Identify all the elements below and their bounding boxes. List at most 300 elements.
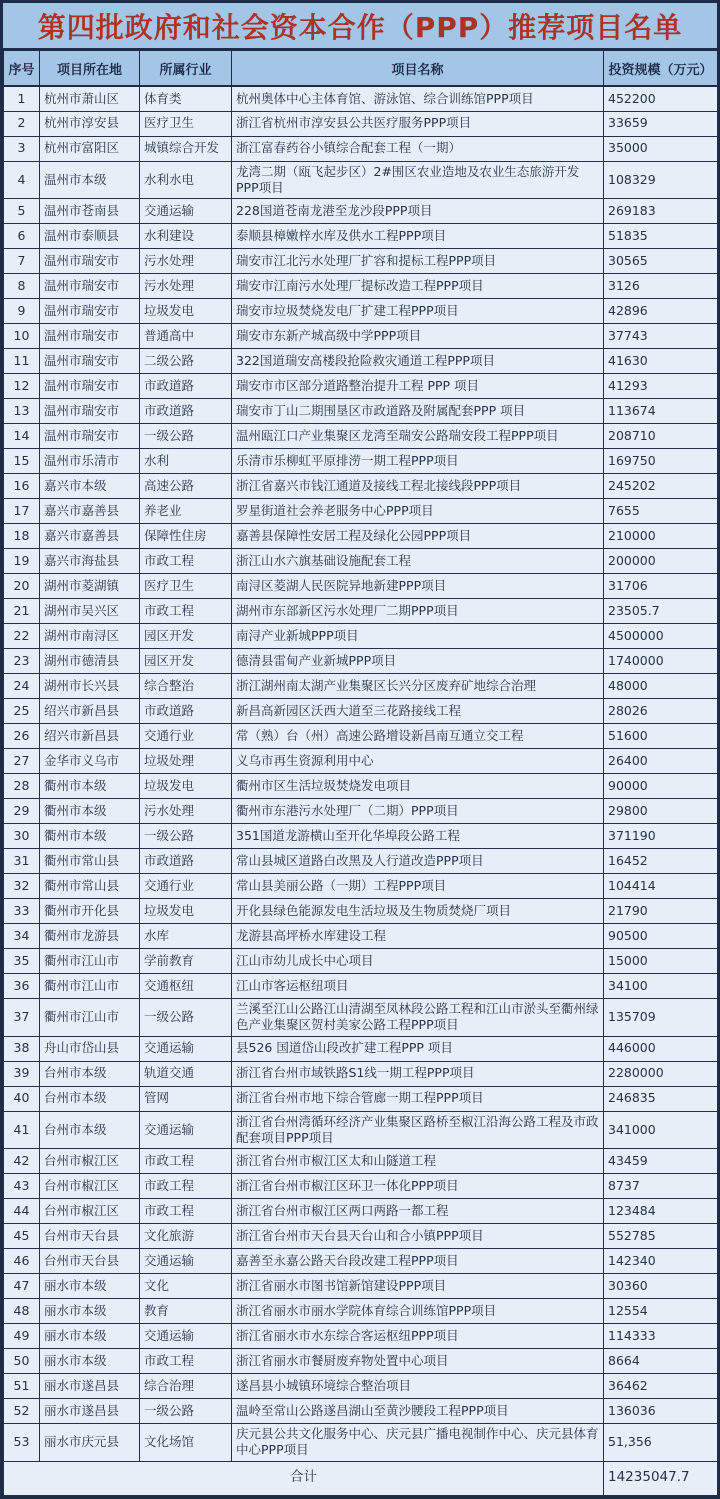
table-row [4, 924, 718, 949]
cell-project-name: 浙江山水六旗基础设施配套工程 [232, 549, 604, 574]
cell-location: 温州市乐清市 [40, 449, 140, 474]
cell-location: 丽水市本级 [40, 1324, 140, 1349]
table-row [4, 1249, 718, 1274]
cell-industry: 高速公路 [140, 474, 232, 499]
cell-investment: 30360 [604, 1274, 718, 1299]
cell-location: 衢州市常山县 [40, 874, 140, 899]
table-row [4, 249, 718, 274]
cell-index: 53 [4, 1424, 40, 1462]
cell-index: 23 [4, 649, 40, 674]
cell-investment: 245202 [604, 474, 718, 499]
cell-investment: 446000 [604, 1036, 718, 1061]
cell-industry: 普通高中 [140, 324, 232, 349]
cell-investment: 208710 [604, 424, 718, 449]
cell-index: 21 [4, 599, 40, 624]
cell-location: 台州市椒江区 [40, 1149, 140, 1174]
cell-index: 36 [4, 974, 40, 999]
cell-location: 嘉兴市嘉善县 [40, 499, 140, 524]
table-row [4, 799, 718, 824]
cell-location: 丽水市本级 [40, 1274, 140, 1299]
table-row [4, 949, 718, 974]
cell-location: 衢州市本级 [40, 824, 140, 849]
cell-industry: 垃圾发电 [140, 899, 232, 924]
cell-index: 16 [4, 474, 40, 499]
table-row [4, 999, 718, 1037]
cell-investment: 136036 [604, 1399, 718, 1424]
table-row [4, 574, 718, 599]
table-row [4, 724, 718, 749]
cell-investment: 35000 [604, 136, 718, 161]
cell-index: 40 [4, 1086, 40, 1111]
table-row [4, 1299, 718, 1324]
cell-location: 嘉兴市嘉善县 [40, 524, 140, 549]
cell-investment: 4500000 [604, 624, 718, 649]
cell-location: 绍兴市新昌县 [40, 699, 140, 724]
cell-project-name: 瑞安市市区部分道路整治提升工程 PPP 项目 [232, 374, 604, 399]
cell-index: 45 [4, 1224, 40, 1249]
cell-project-name: 嘉善至永嘉公路天台段改建工程PPP项目 [232, 1249, 604, 1274]
header-row [4, 51, 718, 87]
cell-project-name: 浙江省台州市地下综合管廊一期工程PPP项目 [232, 1086, 604, 1111]
cell-industry: 养老业 [140, 499, 232, 524]
cell-investment: 15000 [604, 949, 718, 974]
table-row [4, 349, 718, 374]
cell-industry: 污水处理 [140, 274, 232, 299]
cell-index: 44 [4, 1199, 40, 1224]
cell-project-name: 温岭至常山公路遂昌湖山至黄沙腰段工程PPP项目 [232, 1399, 604, 1424]
header-industry: 所属行业 [140, 51, 232, 87]
cell-investment: 42896 [604, 299, 718, 324]
cell-investment: 51600 [604, 724, 718, 749]
table-row [4, 1424, 718, 1462]
cell-investment: 36462 [604, 1374, 718, 1399]
cell-investment: 552785 [604, 1224, 718, 1249]
table-row [4, 111, 718, 136]
cell-investment: 90000 [604, 774, 718, 799]
cell-project-name: 衢州市东港污水处理厂（二期）PPP项目 [232, 799, 604, 824]
cell-industry: 一级公路 [140, 824, 232, 849]
cell-location: 舟山市岱山县 [40, 1036, 140, 1061]
table-row [4, 1061, 718, 1086]
cell-investment: 452200 [604, 86, 718, 111]
cell-investment: 31706 [604, 574, 718, 599]
cell-industry: 市政工程 [140, 1174, 232, 1199]
cell-location: 衢州市开化县 [40, 899, 140, 924]
cell-industry: 一级公路 [140, 424, 232, 449]
cell-industry: 水利 [140, 449, 232, 474]
cell-index: 38 [4, 1036, 40, 1061]
cell-industry: 一级公路 [140, 1399, 232, 1424]
cell-project-name: 义乌市再生资源利用中心 [232, 749, 604, 774]
cell-index: 13 [4, 399, 40, 424]
cell-location: 绍兴市新昌县 [40, 724, 140, 749]
cell-investment: 90500 [604, 924, 718, 949]
cell-project-name: 浙江省嘉兴市钱江通道及接线工程北接线段PPP项目 [232, 474, 604, 499]
cell-location: 衢州市常山县 [40, 849, 140, 874]
cell-industry: 水利水电 [140, 161, 232, 199]
table-row [4, 224, 718, 249]
cell-project-name: 泰顺县樟嫩梓水库及供水工程PPP项目 [232, 224, 604, 249]
cell-location: 温州市泰顺县 [40, 224, 140, 249]
table-row [4, 136, 718, 161]
cell-investment: 135709 [604, 999, 718, 1037]
cell-industry: 文化 [140, 1274, 232, 1299]
cell-project-name: 常（熟）台（州）高速公路增设新昌南互通立交工程 [232, 724, 604, 749]
cell-industry: 垃圾发电 [140, 299, 232, 324]
cell-index: 50 [4, 1349, 40, 1374]
cell-investment: 33659 [604, 111, 718, 136]
cell-project-name: 新昌高新园区沃西大道至三花路接线工程 [232, 699, 604, 724]
cell-location: 衢州市本级 [40, 799, 140, 824]
cell-investment: 3126 [604, 274, 718, 299]
cell-index: 39 [4, 1061, 40, 1086]
table-row [4, 749, 718, 774]
cell-industry: 污水处理 [140, 799, 232, 824]
cell-index: 6 [4, 224, 40, 249]
cell-investment: 123484 [604, 1199, 718, 1224]
table-row [4, 199, 718, 224]
cell-industry: 垃圾处理 [140, 749, 232, 774]
table-row [4, 274, 718, 299]
cell-index: 26 [4, 724, 40, 749]
cell-investment: 113674 [604, 399, 718, 424]
cell-investment: 23505.7 [604, 599, 718, 624]
cell-industry: 综合整治 [140, 674, 232, 699]
cell-industry: 交通行业 [140, 874, 232, 899]
cell-industry: 市政道路 [140, 374, 232, 399]
cell-project-name: 瑞安市江南污水处理厂提标改造工程PPP项目 [232, 274, 604, 299]
cell-location: 衢州市江山市 [40, 974, 140, 999]
table-row [4, 849, 718, 874]
cell-index: 32 [4, 874, 40, 899]
cell-index: 17 [4, 499, 40, 524]
cell-index: 27 [4, 749, 40, 774]
cell-index: 2 [4, 111, 40, 136]
cell-location: 衢州市江山市 [40, 949, 140, 974]
cell-index: 49 [4, 1324, 40, 1349]
cell-investment: 28026 [604, 699, 718, 724]
cell-industry: 市政道路 [140, 849, 232, 874]
cell-location: 湖州市南浔区 [40, 624, 140, 649]
cell-index: 47 [4, 1274, 40, 1299]
cell-investment: 29800 [604, 799, 718, 824]
cell-location: 湖州市德清县 [40, 649, 140, 674]
cell-index: 33 [4, 899, 40, 924]
ppp-project-table [3, 50, 718, 1496]
cell-location: 温州市瑞安市 [40, 424, 140, 449]
cell-project-name: 浙江省台州市椒江区太和山隧道工程 [232, 1149, 604, 1174]
table-row [4, 1174, 718, 1199]
header-index: 序号 [4, 51, 40, 87]
cell-investment: 104414 [604, 874, 718, 899]
table-row [4, 524, 718, 549]
cell-investment: 169750 [604, 449, 718, 474]
cell-project-name: 德清县雷甸产业新城PPP项目 [232, 649, 604, 674]
cell-investment: 114333 [604, 1324, 718, 1349]
cell-project-name: 浙江省杭州市淳安县公共医疗服务PPP项目 [232, 111, 604, 136]
cell-project-name: 罗星街道社会养老服务中心PPP项目 [232, 499, 604, 524]
cell-investment: 142340 [604, 1249, 718, 1274]
cell-index: 51 [4, 1374, 40, 1399]
cell-location: 温州市瑞安市 [40, 324, 140, 349]
cell-investment: 269183 [604, 199, 718, 224]
cell-investment: 8664 [604, 1349, 718, 1374]
cell-location: 丽水市本级 [40, 1349, 140, 1374]
cell-location: 湖州市长兴县 [40, 674, 140, 699]
table-row [4, 549, 718, 574]
cell-project-name: 龙湾二期（瓯飞起步区）2#围区农业造地及农业生态旅游开发PPP项目 [232, 161, 604, 199]
cell-index: 4 [4, 161, 40, 199]
table-row [4, 499, 718, 524]
cell-project-name: 江山市客运枢纽项目 [232, 974, 604, 999]
cell-location: 温州市瑞安市 [40, 399, 140, 424]
cell-location: 温州市瑞安市 [40, 374, 140, 399]
cell-industry: 城镇综合开发 [140, 136, 232, 161]
cell-index: 31 [4, 849, 40, 874]
table-row [4, 599, 718, 624]
cell-industry: 交通运输 [140, 1249, 232, 1274]
page-title: 第四批政府和社会资本合作（PPP）推荐项目名单 [3, 3, 717, 50]
cell-project-name: 开化县绿色能源发电生活垃圾及生物质焚烧厂项目 [232, 899, 604, 924]
header-investment: 投资规模（万元） [604, 51, 718, 87]
cell-project-name: 351国道龙游横山至开化华埠段公路工程 [232, 824, 604, 849]
cell-location: 湖州市吴兴区 [40, 599, 140, 624]
cell-industry: 管网 [140, 1086, 232, 1111]
cell-location: 温州市瑞安市 [40, 274, 140, 299]
table-row [4, 424, 718, 449]
table-row [4, 624, 718, 649]
cell-industry: 医疗卫生 [140, 111, 232, 136]
cell-location: 温州市瑞安市 [40, 249, 140, 274]
cell-project-name: 嘉善县保障性安居工程及绿化公园PPP项目 [232, 524, 604, 549]
table-row [4, 1349, 718, 1374]
table-row [4, 1374, 718, 1399]
cell-index: 37 [4, 999, 40, 1037]
cell-investment: 371190 [604, 824, 718, 849]
cell-industry: 体育类 [140, 86, 232, 111]
cell-location: 嘉兴市海盐县 [40, 549, 140, 574]
cell-investment: 43459 [604, 1149, 718, 1174]
cell-project-name: 322国道瑞安高楼段抢险救灾通道工程PPP项目 [232, 349, 604, 374]
table-row [4, 1399, 718, 1424]
table-row [4, 874, 718, 899]
cell-industry: 文化旅游 [140, 1224, 232, 1249]
cell-investment: 16452 [604, 849, 718, 874]
cell-industry: 交通运输 [140, 1324, 232, 1349]
cell-project-name: 兰溪至江山公路江山清湖至凤林段公路工程和江山市淤头至衢州绿色产业集聚区贺村美家公路工程PPP项目 [232, 999, 604, 1037]
cell-project-name: 南浔区菱湖人民医院异地新建PPP项目 [232, 574, 604, 599]
cell-location: 衢州市龙游县 [40, 924, 140, 949]
cell-location: 台州市本级 [40, 1111, 140, 1149]
cell-industry: 市政工程 [140, 549, 232, 574]
cell-index: 7 [4, 249, 40, 274]
cell-industry: 市政工程 [140, 1199, 232, 1224]
cell-industry: 交通运输 [140, 1111, 232, 1149]
total-value: 14235047.7 [604, 1461, 718, 1495]
cell-index: 8 [4, 274, 40, 299]
cell-location: 台州市天台县 [40, 1249, 140, 1274]
table-row [4, 1274, 718, 1299]
cell-investment: 108329 [604, 161, 718, 199]
cell-investment: 246835 [604, 1086, 718, 1111]
cell-industry: 交通枢纽 [140, 974, 232, 999]
cell-industry: 学前教育 [140, 949, 232, 974]
table-row [4, 1111, 718, 1149]
cell-project-name: 浙江省丽水市图书馆新馆建设PPP项目 [232, 1274, 604, 1299]
cell-project-name: 浙江省台州湾循环经济产业集聚区路桥至椒江沿海公路工程及市政配套项目PPP项目 [232, 1111, 604, 1149]
cell-location: 台州市椒江区 [40, 1199, 140, 1224]
cell-investment: 41630 [604, 349, 718, 374]
cell-industry: 污水处理 [140, 249, 232, 274]
cell-project-name: 常山县城区道路白改黑及人行道改造PPP项目 [232, 849, 604, 874]
cell-project-name: 南浔产业新城PPP项目 [232, 624, 604, 649]
cell-index: 43 [4, 1174, 40, 1199]
cell-project-name: 常山县美丽公路（一期）工程PPP项目 [232, 874, 604, 899]
table-row [4, 1324, 718, 1349]
cell-industry: 市政工程 [140, 1349, 232, 1374]
cell-project-name: 江山市幼儿成长中心项目 [232, 949, 604, 974]
table-row [4, 161, 718, 199]
cell-location: 台州市天台县 [40, 1224, 140, 1249]
cell-investment: 341000 [604, 1111, 718, 1149]
cell-location: 杭州市淳安县 [40, 111, 140, 136]
table-row [4, 1199, 718, 1224]
cell-location: 丽水市庆元县 [40, 1424, 140, 1462]
cell-investment: 30565 [604, 249, 718, 274]
cell-index: 41 [4, 1111, 40, 1149]
cell-index: 25 [4, 699, 40, 724]
table-row [4, 699, 718, 724]
cell-project-name: 浙江富春药谷小镇综合配套工程（一期） [232, 136, 604, 161]
table-row [4, 324, 718, 349]
cell-industry: 交通运输 [140, 1036, 232, 1061]
cell-project-name: 龙游县高坪桥水库建设工程 [232, 924, 604, 949]
cell-location: 台州市椒江区 [40, 1174, 140, 1199]
cell-location: 嘉兴市本级 [40, 474, 140, 499]
cell-project-name: 浙江湖州南太湖产业集聚区长兴分区废弃矿地综合治理 [232, 674, 604, 699]
cell-project-name: 瑞安市江北污水处理厂扩容和提标工程PPP项目 [232, 249, 604, 274]
cell-industry: 医疗卫生 [140, 574, 232, 599]
header-location: 项目所在地 [40, 51, 140, 87]
cell-project-name: 庆元县公共文化服务中心、庆元县广播电视制作中心、庆元县体育中心PPP项目 [232, 1424, 604, 1462]
table-body [4, 86, 718, 1461]
total-label: 合计 [4, 1461, 604, 1495]
cell-project-name: 浙江省丽水市餐厨废弃物处置中心项目 [232, 1349, 604, 1374]
cell-investment: 7655 [604, 499, 718, 524]
cell-investment: 41293 [604, 374, 718, 399]
table-row [4, 399, 718, 424]
cell-index: 20 [4, 574, 40, 599]
table-row [4, 86, 718, 111]
cell-industry: 交通运输 [140, 199, 232, 224]
cell-investment: 210000 [604, 524, 718, 549]
cell-index: 22 [4, 624, 40, 649]
cell-index: 9 [4, 299, 40, 324]
table-row [4, 1036, 718, 1061]
cell-index: 42 [4, 1149, 40, 1174]
cell-index: 29 [4, 799, 40, 824]
cell-index: 11 [4, 349, 40, 374]
table-row [4, 1149, 718, 1174]
cell-project-name: 遂昌县小城镇环境综合整治项目 [232, 1374, 604, 1399]
cell-industry: 市政道路 [140, 699, 232, 724]
cell-index: 52 [4, 1399, 40, 1424]
table-row [4, 474, 718, 499]
cell-industry: 教育 [140, 1299, 232, 1324]
cell-location: 温州市苍南县 [40, 199, 140, 224]
cell-index: 14 [4, 424, 40, 449]
cell-investment: 21790 [604, 899, 718, 924]
table-row [4, 674, 718, 699]
table-row [4, 774, 718, 799]
cell-location: 丽水市遂昌县 [40, 1374, 140, 1399]
cell-industry: 轨道交通 [140, 1061, 232, 1086]
table-row [4, 1224, 718, 1249]
cell-location: 温州市瑞安市 [40, 299, 140, 324]
cell-index: 30 [4, 824, 40, 849]
cell-industry: 园区开发 [140, 624, 232, 649]
cell-index: 15 [4, 449, 40, 474]
cell-project-name: 县526 国道岱山段改扩建工程PPP 项目 [232, 1036, 604, 1061]
cell-location: 杭州市富阳区 [40, 136, 140, 161]
cell-project-name: 浙江省台州市域铁路S1线一期工程PPP项目 [232, 1061, 604, 1086]
cell-investment: 51,356 [604, 1424, 718, 1462]
cell-index: 3 [4, 136, 40, 161]
table-row [4, 824, 718, 849]
cell-industry: 综合治理 [140, 1374, 232, 1399]
cell-project-name: 瑞安市垃圾焚烧发电厂扩建工程PPP项目 [232, 299, 604, 324]
cell-project-name: 瑞安市东新产城高级中学PPP项目 [232, 324, 604, 349]
cell-investment: 37743 [604, 324, 718, 349]
cell-location: 金华市义乌市 [40, 749, 140, 774]
cell-project-name: 杭州奥体中心主体育馆、游泳馆、综合训练馆PPP项目 [232, 86, 604, 111]
cell-industry: 水利建设 [140, 224, 232, 249]
table-row [4, 974, 718, 999]
cell-investment: 51835 [604, 224, 718, 249]
cell-project-name: 衢州市区生活垃圾焚烧发电项目 [232, 774, 604, 799]
cell-industry: 垃圾发电 [140, 774, 232, 799]
cell-industry: 水库 [140, 924, 232, 949]
total-row [4, 1461, 718, 1495]
cell-investment: 26400 [604, 749, 718, 774]
cell-location: 台州市本级 [40, 1086, 140, 1111]
cell-project-name: 浙江省台州市天台县天台山和合小镇PPP项目 [232, 1224, 604, 1249]
cell-index: 34 [4, 924, 40, 949]
cell-location: 衢州市江山市 [40, 999, 140, 1037]
cell-index: 24 [4, 674, 40, 699]
table-row [4, 649, 718, 674]
cell-project-name: 228国道苍南龙港至龙沙段PPP项目 [232, 199, 604, 224]
cell-location: 台州市本级 [40, 1061, 140, 1086]
cell-industry: 市政工程 [140, 599, 232, 624]
cell-project-name: 浙江省丽水市水东综合客运枢纽PPP项目 [232, 1324, 604, 1349]
cell-industry: 市政道路 [140, 399, 232, 424]
cell-project-name: 浙江省台州市椒江区两口两路一都工程 [232, 1199, 604, 1224]
cell-investment: 200000 [604, 549, 718, 574]
cell-investment: 12554 [604, 1299, 718, 1324]
cell-location: 丽水市遂昌县 [40, 1399, 140, 1424]
cell-index: 12 [4, 374, 40, 399]
cell-industry: 文化场馆 [140, 1424, 232, 1462]
cell-industry: 市政工程 [140, 1149, 232, 1174]
table-row [4, 449, 718, 474]
table-row [4, 299, 718, 324]
table-row [4, 374, 718, 399]
cell-location: 丽水市本级 [40, 1299, 140, 1324]
cell-investment: 8737 [604, 1174, 718, 1199]
cell-project-name: 温州瓯江口产业集聚区龙湾至瑞安公路瑞安段工程PPP项目 [232, 424, 604, 449]
cell-project-name: 浙江省丽水市丽水学院体育综合训练馆PPP项目 [232, 1299, 604, 1324]
